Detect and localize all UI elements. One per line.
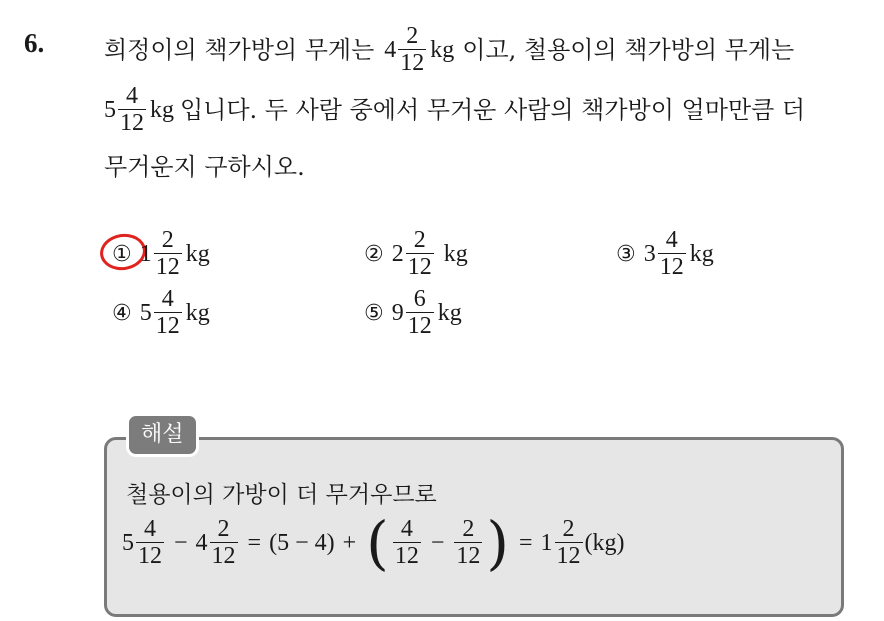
option-2-mark: ② bbox=[364, 241, 384, 267]
solution-equation bbox=[122, 509, 625, 577]
weight-1-unit: kg bbox=[430, 37, 455, 63]
eq-minus-2: − bbox=[430, 529, 445, 556]
question-text-1: 희정이의 책가방의 무게는 bbox=[104, 36, 375, 64]
option-3-fraction bbox=[658, 228, 686, 280]
eq-result-unit: (kg) bbox=[584, 529, 625, 556]
eq-a-numerator: 4 bbox=[136, 517, 164, 543]
option-3-mark: ③ bbox=[616, 241, 636, 267]
option-2-numerator: 2 bbox=[406, 228, 434, 254]
eq-c-fraction bbox=[393, 517, 421, 569]
eq-d-numerator: 2 bbox=[454, 517, 482, 543]
eq-b-numerator: 2 bbox=[210, 517, 238, 543]
question-line-2 bbox=[104, 84, 805, 136]
question-text-2-tail: 입니다. 두 사람 중에서 무거운 사람의 책가방이 얼마만큼 더 bbox=[180, 96, 806, 124]
option-2-unit: kg bbox=[443, 240, 468, 267]
solution-tag: 해설 bbox=[126, 413, 199, 457]
option-4-whole: 5 bbox=[139, 299, 152, 326]
option-3-numerator: 4 bbox=[658, 228, 686, 254]
option-2-denominator: 12 bbox=[407, 254, 432, 280]
eq-b-denominator: 12 bbox=[211, 543, 236, 569]
option-5-mark: ⑤ bbox=[364, 300, 384, 326]
option-1-numerator: 2 bbox=[154, 228, 182, 254]
option-3-whole: 3 bbox=[643, 240, 656, 267]
weight-2-unit: kg bbox=[150, 97, 174, 123]
option-4-fraction bbox=[154, 287, 182, 339]
eq-result-numerator: 2 bbox=[555, 517, 583, 543]
option-4-numerator: 4 bbox=[154, 287, 182, 313]
option-1-fraction bbox=[154, 228, 182, 280]
question-text-1-tail: 이고, 철용이의 책가방의 무게는 bbox=[462, 36, 795, 64]
eq-right-paren: ) bbox=[486, 509, 509, 577]
weight-2-fraction bbox=[118, 84, 146, 136]
option-1-unit: kg bbox=[185, 240, 210, 267]
weight-1-whole: 4 bbox=[384, 37, 397, 63]
eq-a-fraction bbox=[136, 517, 164, 569]
option-1-denominator: 12 bbox=[155, 254, 180, 280]
weight-2-denominator: 12 bbox=[120, 110, 144, 136]
eq-c-numerator: 4 bbox=[393, 517, 421, 543]
question-line-3: 무거운지 구하시오. bbox=[104, 153, 305, 181]
option-2-fraction bbox=[406, 228, 434, 280]
option-5-unit: kg bbox=[437, 299, 462, 326]
solution-line-1: 철용이의 가방이 더 무거우므로 bbox=[126, 482, 437, 508]
eq-a-denominator: 12 bbox=[138, 543, 162, 569]
option-1[interactable] bbox=[112, 228, 210, 280]
option-1-whole: 1 bbox=[139, 240, 152, 267]
eq-result-whole: 1 bbox=[540, 529, 553, 556]
eq-c-denominator: 12 bbox=[394, 543, 419, 569]
option-5[interactable] bbox=[364, 287, 462, 339]
eq-equals-1: = bbox=[247, 529, 262, 556]
option-3[interactable] bbox=[616, 228, 714, 280]
option-5-denominator: 12 bbox=[407, 313, 432, 339]
option-4-denominator: 12 bbox=[155, 313, 180, 339]
eq-b-fraction bbox=[210, 517, 238, 569]
question-line-1 bbox=[104, 24, 794, 76]
eq-plus: + bbox=[342, 529, 357, 556]
option-4-unit: kg bbox=[185, 299, 210, 326]
eq-paren-expr: (5 − 4) bbox=[269, 529, 335, 556]
question-number: 6. bbox=[24, 28, 45, 58]
eq-result-denominator: 12 bbox=[556, 543, 581, 569]
eq-minus-1: − bbox=[174, 529, 188, 556]
weight-1-denominator: 12 bbox=[400, 50, 425, 76]
weight-2-whole: 5 bbox=[104, 97, 116, 123]
option-5-fraction bbox=[406, 287, 434, 339]
eq-d-denominator: 12 bbox=[456, 543, 481, 569]
eq-equals-2: = bbox=[519, 529, 533, 556]
weight-1-numerator: 2 bbox=[398, 24, 426, 50]
eq-b-whole: 4 bbox=[195, 529, 208, 556]
eq-result-fraction bbox=[555, 517, 583, 569]
option-2[interactable] bbox=[364, 228, 468, 280]
option-5-whole: 9 bbox=[391, 299, 404, 326]
eq-d-fraction bbox=[454, 517, 482, 569]
option-3-denominator: 12 bbox=[659, 254, 684, 280]
option-1-mark: ① bbox=[112, 241, 132, 267]
eq-a-whole: 5 bbox=[122, 529, 134, 556]
weight-2-numerator: 4 bbox=[118, 84, 146, 110]
option-4-mark: ④ bbox=[112, 300, 132, 326]
option-5-numerator: 6 bbox=[406, 287, 434, 313]
option-2-whole: 2 bbox=[391, 240, 404, 267]
option-3-unit: kg bbox=[689, 240, 714, 267]
weight-1-fraction bbox=[398, 24, 426, 76]
eq-left-paren: ( bbox=[366, 509, 389, 577]
option-4[interactable] bbox=[112, 287, 210, 339]
